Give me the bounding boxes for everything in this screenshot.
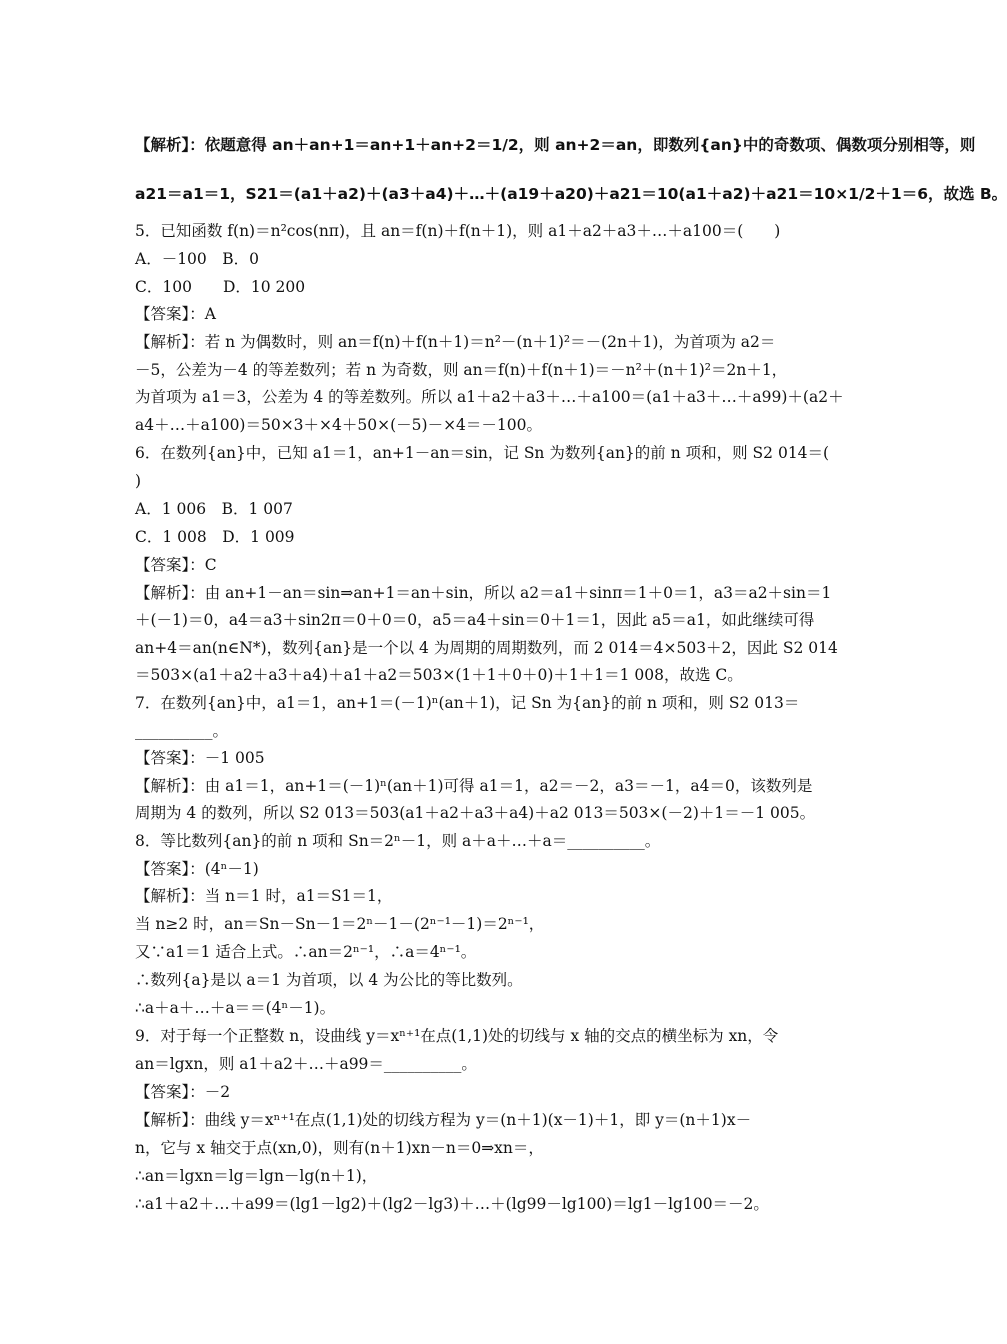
analysis-line: 为首项为 a1＝3，公差为 4 的等差数列。所以 a1＋a2＋a3＋…＋a100＝(a1＋a3＋…＋a99)＋(a2＋: [135, 388, 844, 406]
analysis-line: 【解析】：若 n 为偶数时，则 an＝f(n)＋f(n＋1)＝n²－(n＋1)²＝－(2n＋1)，为首项为 a2＝: [135, 333, 776, 351]
answer-line: 【答案】：A: [135, 305, 216, 323]
analysis-line: ∴a1＋a2＋…＋a99＝(lg1－lg2)＋(lg2－lg3)＋…＋(lg99－lg100)＝lg1－lg100＝－2。: [135, 1195, 769, 1213]
analysis-line: ∴数列{a}是以 a＝1 为首项，以 4 为公比的等比数列。: [135, 971, 523, 989]
analysis-line: 当 n≥2 时，an＝Sn－Sn－1＝2ⁿ－1－(2ⁿ⁻¹－1)＝2ⁿ⁻¹，: [135, 915, 545, 933]
question-5: 5．已知函数 f(n)＝n²cos(nπ)，且 an＝f(n)＋f(n＋1)，则 a1＋a2＋a3＋…＋a100＝( ): [135, 222, 781, 240]
answer-line: 【答案】：(4ⁿ－1): [135, 860, 259, 878]
question-9-cont: an＝lgxn，则 a1＋a2＋…＋a99＝__________。: [135, 1055, 477, 1073]
analysis-line: 【解析】：由 a1＝1，an+1＝(－1)ⁿ(an＋1)可得 a1＝1，a2＝－2，a3＝－1，a4＝0，该数列是: [135, 777, 813, 795]
answer-line: 【答案】：－1 005: [135, 749, 265, 767]
analysis-line: 【解析】：由 an+1－an＝sin⇒an+1＝an＋sin，所以 a2＝a1＋sinπ＝1＋0＝1，a3＝a2＋sin＝1: [135, 584, 832, 602]
answer-line: 【答案】：C: [135, 556, 217, 574]
analysis-line: ＝503×(a1＋a2＋a3＋a4)＋a1＋a2＝503×(1＋1＋0＋0)＋1＋1＝1 008，故选 C。: [135, 666, 743, 684]
analysis-line: 又∵a1＝1 适合上式。∴an＝2ⁿ⁻¹，∴a＝4ⁿ⁻¹。: [135, 943, 477, 961]
question-8: 8．等比数列{an}的前 n 项和 Sn＝2ⁿ－1，则 a＋a＋…＋a＝__________。: [135, 832, 661, 850]
analysis-line: 【解析】：曲线 y＝xⁿ⁺¹在点(1,1)处的切线方程为 y＝(n＋1)(x－1)＋1，即 y＝(n＋1)x－: [135, 1111, 752, 1129]
question-7-blank: __________。: [135, 722, 229, 740]
analysis-line: ＋(－1)＝0，a4＝a3＋sin2π＝0＋0＝0，a5＝a4＋sin＝0＋1＝1，因此 a5＝a1，如此继续可得: [135, 611, 815, 629]
analysis-line: 周期为 4 的数列，所以 S2 013＝503(a1＋a2＋a3＋a4)＋a2 013＝503×(－2)＋1＝－1 005。: [135, 804, 816, 822]
option-line: C．100 D．10 200: [135, 278, 306, 296]
analysis-line: a21＝a1＝1，S21＝(a1＋a2)＋(a3＋a4)＋…＋(a19＋a20)＋a21＝10(a1＋a2)＋a21＝10×1/2＋1＝6，故选 B。: [135, 185, 1007, 203]
option-line: C．1 008 D．1 009: [135, 528, 295, 546]
question-6-cont: ): [135, 472, 142, 490]
analysis-line: 【解析】：依题意得 an＋an+1＝an+1＋an+2＝1/2，则 an+2＝an，即数列{an}中的奇数项、偶数项分别相等，则: [135, 136, 976, 154]
analysis-line: an+4＝an(n∈N*)，数列{an}是一个以 4 为周期的周期数列，而 2 014＝4×503＋2，因此 S2 014: [135, 639, 838, 657]
option-line: A．－100 B．0: [135, 250, 260, 268]
analysis-line: ∴a＋a＋…＋a＝＝(4ⁿ－1)。: [135, 999, 336, 1017]
question-9: 9．对于每一个正整数 n，设曲线 y＝xⁿ⁺¹在点(1,1)处的切线与 x 轴的交点的横坐标为 xn，令: [135, 1027, 779, 1045]
analysis-line: a4＋…＋a100)＝50×3＋×4＋50×(－5)－×4＝－100。: [135, 416, 542, 434]
analysis-line: ∴an＝lgxn＝lg＝lgn－lg(n＋1)，: [135, 1167, 378, 1185]
question-7: 7．在数列{an}中，a1＝1，an+1＝(－1)ⁿ(an＋1)，记 Sn 为{an}的前 n 项和，则 S2 013＝: [135, 694, 800, 712]
analysis-line: n，它与 x 轴交于点(xn,0)，则有(n＋1)xn－n＝0⇒xn＝，: [135, 1139, 544, 1157]
analysis-line: 【解析】：当 n＝1 时，a1＝S1＝1，: [135, 887, 393, 905]
analysis-line: －5，公差为－4 的等差数列；若 n 为奇数，则 an＝f(n)＋f(n＋1)＝－n²＋(n＋1)²＝2n＋1，: [135, 361, 788, 379]
answer-line: 【答案】：－2: [135, 1083, 231, 1101]
question-6: 6．在数列{an}中，已知 a1＝1，an+1－an＝sin，记 Sn 为数列{an}的前 n 项和，则 S2 014＝(: [135, 444, 830, 462]
option-line: A．1 006 B．1 007: [135, 500, 293, 518]
